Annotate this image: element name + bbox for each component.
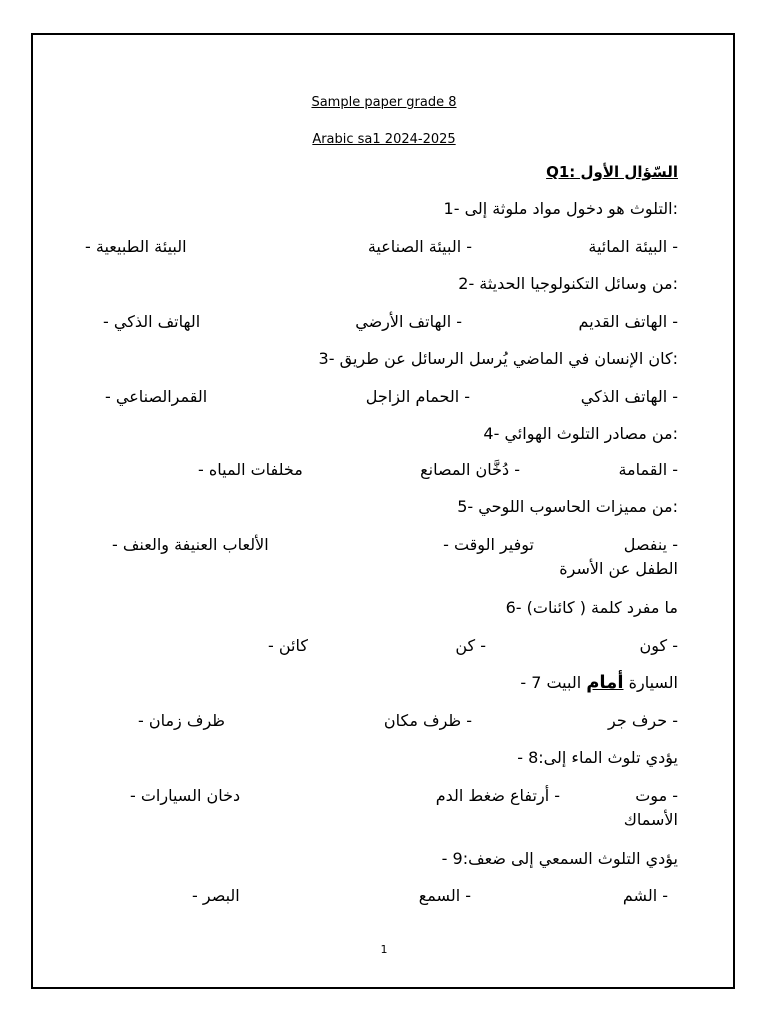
question-4-option-b: - دُخَّان المصانع — [420, 460, 520, 479]
question-9-stem: يؤدي التلوث السمعي إلى ضعف:9 - — [441, 849, 678, 868]
question-4-option-c: مخلفات المياه - — [198, 460, 303, 479]
question-5-option-a-continuation: الطفل عن الأسرة — [559, 559, 678, 578]
question-2-option-a: - الهاتف القديم — [578, 312, 678, 331]
question-5-option-b: توفير الوقت - — [443, 535, 534, 554]
question-3-option-c: القمرالصناعي - — [105, 387, 208, 406]
question-8-option-a: - موت — [635, 786, 678, 805]
question-3-option-b: - الحمام الزاجل — [365, 387, 470, 406]
question-8-option-c: دخان السيارات - — [130, 786, 241, 805]
question-3-stem: :كان الإنسان في الماضي يُرسل الرسائل عن طريق -3 — [318, 349, 678, 368]
question-6-option-c: كائن - — [268, 636, 308, 655]
question-1-option-b: - البيئة الصناعية — [367, 237, 472, 256]
question-5-option-c: الألعاب العنيفة والعنف - — [112, 535, 269, 554]
question-2-option-b: - الهاتف الأرضي — [355, 312, 462, 331]
question-7-stem — [80, 672, 678, 698]
question-6-stem: ما مفرد كلمة ( كائنات) -6 — [505, 598, 678, 617]
question-7-option-a: - حرف جر — [608, 711, 678, 730]
question-1-stem: :التلوث هو دخول مواد ملوثة إلى -1 — [443, 199, 678, 218]
question-1-option-c: البيئة الطبيعية - — [85, 237, 187, 256]
question-1-option-a: - البيئة المائية — [588, 237, 678, 256]
question-2-option-c: الهاتف الذكي - — [103, 312, 201, 331]
question-7-stem-part1: السيارة — [623, 673, 678, 692]
question-7-option-b: - ظرف مكان — [383, 711, 472, 730]
question-6-option-b: - كن — [455, 636, 486, 655]
question-8-option-b: - أرتفاع ضغط الدم — [435, 786, 560, 805]
question-9-option-c: البصر - — [192, 886, 240, 905]
question-2-stem: :من وسائل التكنولوجيا الحديثة -2 — [458, 274, 678, 293]
question-7-stem-keyword: أمام — [586, 672, 624, 693]
question-4-option-a: - القمامة — [618, 460, 678, 479]
question-7-option-c: ظرف زمان - — [138, 711, 226, 730]
question-6-option-a: - كون — [639, 636, 678, 655]
question-8-stem: يؤدي تلوث الماء إلى:8 - — [517, 748, 678, 767]
question-5-option-a: - ينفصل — [623, 535, 678, 554]
question-9-option-a: - الشم — [622, 886, 668, 905]
question-8-option-a-continuation: الأسماك — [623, 810, 678, 829]
paper-subtitle: Arabic sa1 2024-2025 — [312, 132, 456, 147]
question-section-title: السّؤال الأول :Q1 — [546, 163, 678, 181]
question-9-option-b: - السمع — [418, 886, 471, 905]
question-3-option-a: - الهاتف الذكي — [580, 387, 678, 406]
page-number: 1 — [380, 943, 388, 956]
question-5-stem: :من مميزات الحاسوب اللوحي -5 — [457, 497, 678, 516]
question-4-stem: :من مصادر التلوث الهوائي -4 — [483, 424, 678, 443]
paper-title: Sample paper grade 8 — [311, 95, 457, 110]
question-7-stem-part2: البيت 7 - — [520, 673, 587, 692]
